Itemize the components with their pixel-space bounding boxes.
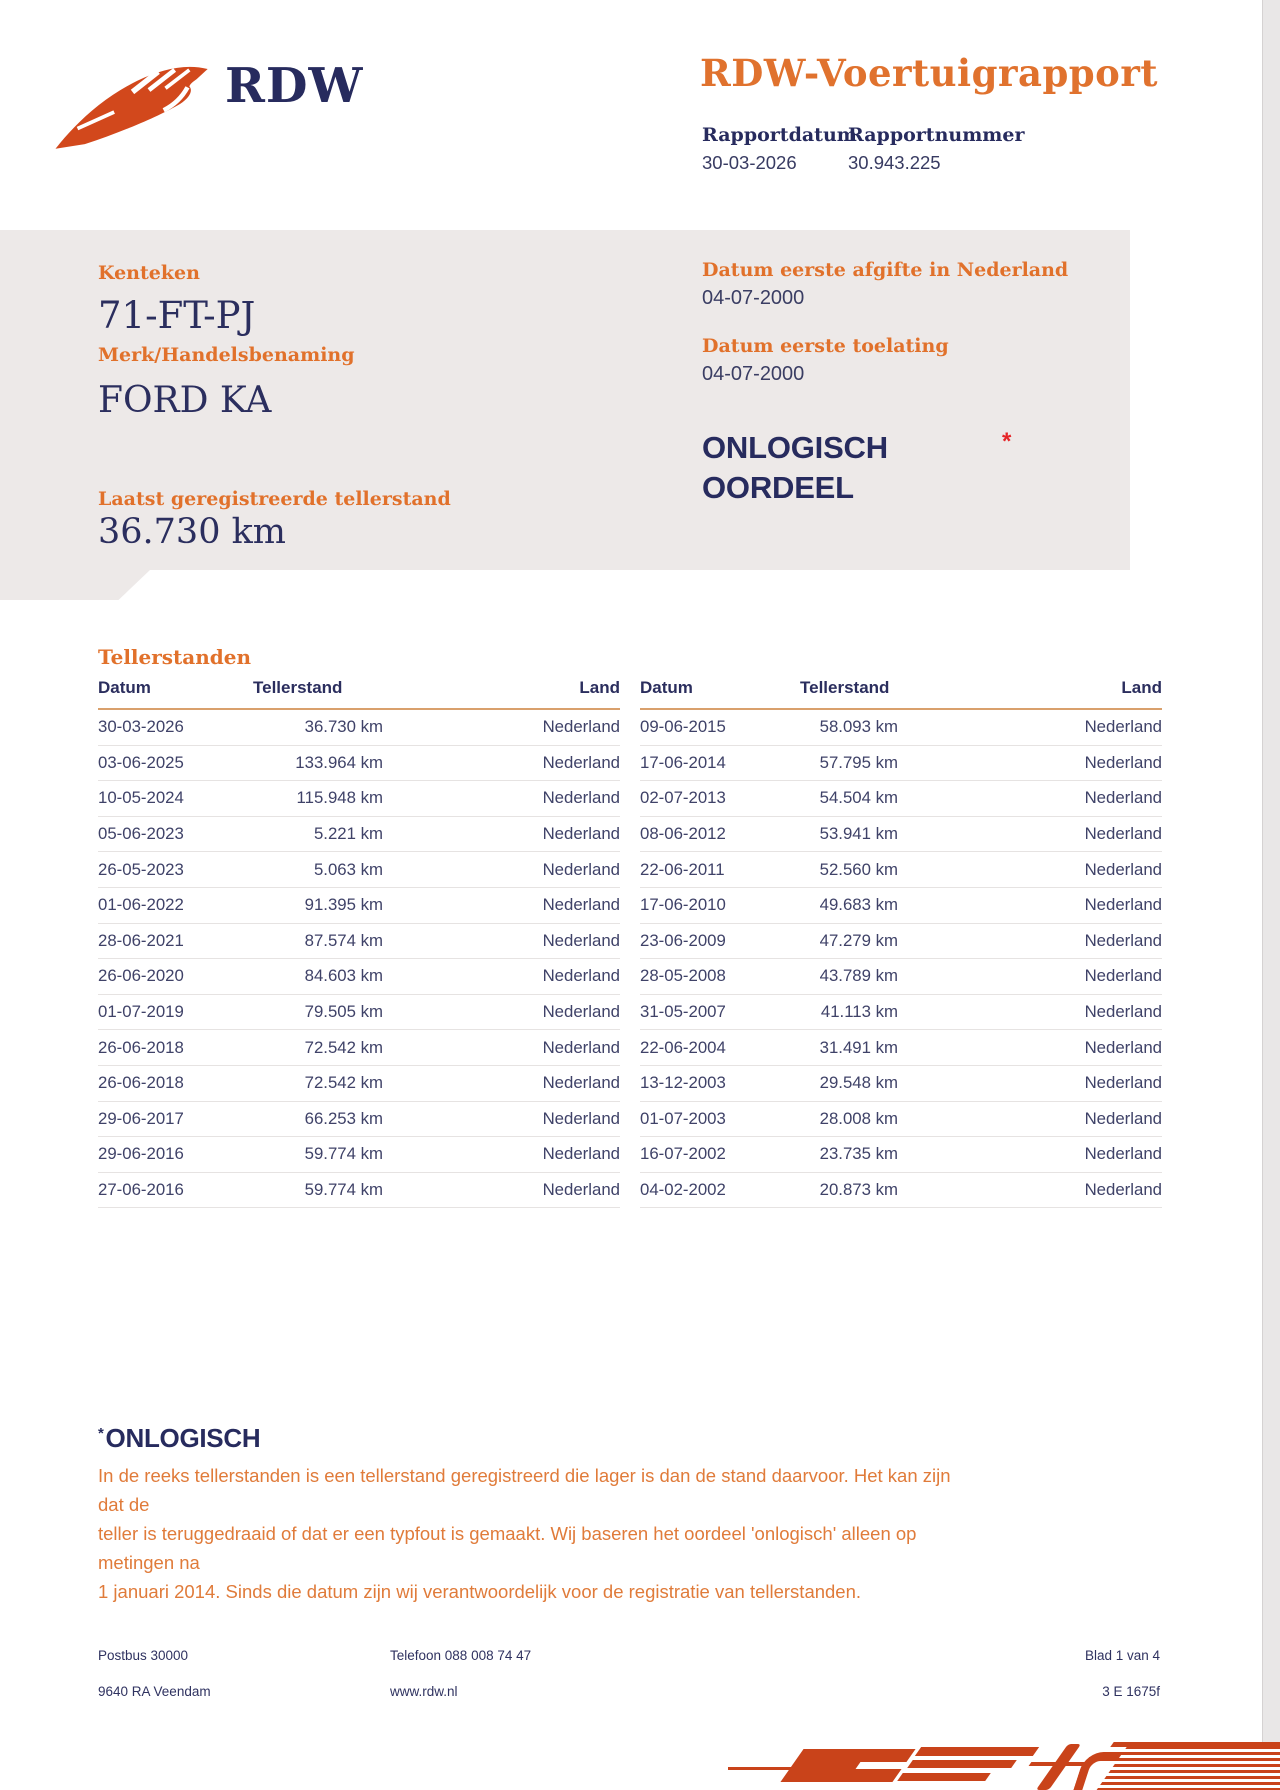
row-land-cell: Nederland <box>542 1037 620 1057</box>
kenteken-label: Kenteken <box>98 262 200 284</box>
tellerstanden-table-right <box>640 678 1162 1208</box>
eerste-afgifte-label: Datum eerste afgifte in Nederland <box>702 259 1069 281</box>
row-land-cell: Nederland <box>1084 752 1162 772</box>
row-datum-cell: 10-05-2024 <box>98 788 184 808</box>
row-tellerstand-cell: 23.735 km <box>819 1144 898 1164</box>
decoration-bar <box>897 1773 991 1781</box>
table-row <box>640 995 1162 1031</box>
row-datum-cell: 29-06-2017 <box>98 1108 184 1128</box>
rdw-logo-wordmark: RDW <box>225 58 364 114</box>
footnote-line: In de reeks tellerstanden is een tellerstand geregistreerd die lager is dan de stand daarvoor. Het kan zijn dat de <box>98 1465 951 1515</box>
table-header-row <box>98 678 620 710</box>
row-datum-cell: 17-06-2014 <box>640 752 726 772</box>
row-land-cell: Nederland <box>1084 824 1162 844</box>
row-land-cell: Nederland <box>1084 930 1162 950</box>
row-datum-cell: 16-07-2002 <box>640 1144 726 1164</box>
row-datum-cell: 28-06-2021 <box>98 930 184 950</box>
row-land-cell: Nederland <box>542 1073 620 1093</box>
table-row <box>640 746 1162 782</box>
merk-label: Merk/Handelsbenaming <box>98 344 355 366</box>
row-tellerstand-cell: 36.730 km <box>304 717 383 737</box>
table-row <box>98 817 620 853</box>
row-tellerstand-cell: 58.093 km <box>819 717 898 737</box>
row-tellerstand-cell: 31.491 km <box>819 1037 898 1057</box>
row-tellerstand-cell: 49.683 km <box>819 895 898 915</box>
row-tellerstand-cell: 29.548 km <box>819 1073 898 1093</box>
row-tellerstand-cell: 59.774 km <box>304 1180 383 1200</box>
table-row <box>98 959 620 995</box>
laatste-tellerstand-label: Laatst geregistreerde tellerstand <box>98 488 451 510</box>
row-land-cell: Nederland <box>542 1108 620 1128</box>
row-datum-cell: 04-02-2002 <box>640 1180 726 1200</box>
page-edge-strip <box>1262 0 1280 1790</box>
row-land-cell: Nederland <box>542 752 620 772</box>
row-tellerstand-cell: 72.542 km <box>304 1073 383 1093</box>
panel-corner-tab <box>0 570 150 600</box>
row-land-cell: Nederland <box>542 859 620 879</box>
row-land-cell: Nederland <box>542 717 620 737</box>
row-datum-cell: 13-12-2003 <box>640 1073 726 1093</box>
footnote-line: 1 januari 2014. Sinds die datum zijn wij verantwoordelijk voor de registratie van tellerstanden. <box>98 1581 862 1602</box>
decoration-striped-block <box>1097 1746 1280 1790</box>
decoration-bar <box>915 1747 1039 1756</box>
row-tellerstand-cell: 84.603 km <box>304 966 383 986</box>
row-land-cell: Nederland <box>1084 1073 1162 1093</box>
row-datum-cell: 09-06-2015 <box>640 717 726 737</box>
row-land-cell: Nederland <box>1084 859 1162 879</box>
row-datum-cell: 01-07-2003 <box>640 1108 726 1128</box>
table-row <box>640 1173 1162 1209</box>
tellerstanden-table-left <box>98 678 620 1208</box>
row-land-cell: Nederland <box>542 788 620 808</box>
table-row <box>640 1066 1162 1102</box>
row-tellerstand-cell: 52.560 km <box>819 859 898 879</box>
footnote-asterisk: * <box>98 1425 104 1442</box>
row-land-cell: Nederland <box>542 930 620 950</box>
row-tellerstand-cell: 66.253 km <box>304 1108 383 1128</box>
rdw-logo-icon <box>50 55 215 160</box>
laatste-tellerstand-value: 36.730 km <box>98 512 286 552</box>
table-row <box>98 1066 620 1102</box>
row-tellerstand-cell: 5.221 km <box>313 824 383 844</box>
table-row <box>98 710 620 746</box>
row-land-cell: Nederland <box>542 895 620 915</box>
tellerstanden-heading: Tellerstanden <box>98 645 252 669</box>
row-tellerstand-cell: 79.505 km <box>304 1002 383 1022</box>
table-header-row <box>640 678 1162 710</box>
row-tellerstand-cell: 43.789 km <box>819 966 898 986</box>
column-header-tellerstand: Tellerstand <box>253 678 343 697</box>
footer-page-number: Blad 1 van 4 <box>1084 1648 1160 1663</box>
onlogisch-footnote <box>98 1418 958 1606</box>
table-row <box>640 781 1162 817</box>
table-row <box>98 995 620 1031</box>
row-land-cell: Nederland <box>542 966 620 986</box>
table-row <box>98 1173 620 1209</box>
oordeel-asterisk-marker: * <box>1002 428 1012 455</box>
row-datum-cell: 26-06-2018 <box>98 1073 184 1093</box>
row-datum-cell: 26-06-2020 <box>98 966 184 986</box>
table-row <box>98 1102 620 1138</box>
row-datum-cell: 30-03-2026 <box>98 717 184 737</box>
row-tellerstand-cell: 57.795 km <box>819 752 898 772</box>
row-land-cell: Nederland <box>1084 717 1162 737</box>
row-land-cell: Nederland <box>1084 1002 1162 1022</box>
row-tellerstand-cell: 5.063 km <box>313 859 383 879</box>
eerste-toelating-value: 04-07-2000 <box>702 363 805 385</box>
table-row <box>98 746 620 782</box>
table-row <box>640 817 1162 853</box>
footer-address-line2: 9640 RA Veendam <box>98 1684 211 1699</box>
row-datum-cell: 01-06-2022 <box>98 895 184 915</box>
row-land-cell: Nederland <box>1084 895 1162 915</box>
row-tellerstand-cell: 28.008 km <box>819 1108 898 1128</box>
footer-address-line1: Postbus 30000 <box>98 1648 189 1663</box>
row-tellerstand-cell: 59.774 km <box>304 1144 383 1164</box>
table-row <box>98 924 620 960</box>
footnote-paragraph <box>98 1461 958 1606</box>
row-land-cell: Nederland <box>1084 966 1162 986</box>
row-land-cell: Nederland <box>1084 788 1162 808</box>
row-tellerstand-cell: 115.948 km <box>296 788 383 808</box>
row-tellerstand-cell: 87.574 km <box>304 930 383 950</box>
row-datum-cell: 03-06-2025 <box>98 752 184 772</box>
report-number-value: 30.943.225 <box>848 152 941 173</box>
row-tellerstand-cell: 20.873 km <box>819 1180 898 1200</box>
row-datum-cell: 17-06-2010 <box>640 895 726 915</box>
table-row <box>640 924 1162 960</box>
row-datum-cell: 02-07-2013 <box>640 788 726 808</box>
row-tellerstand-cell: 133.964 km <box>295 752 383 772</box>
row-tellerstand-cell: 41.113 km <box>820 1002 898 1022</box>
decoration-arrow-notch <box>856 1762 913 1769</box>
table-row <box>640 710 1162 746</box>
footnote-line: teller is teruggedraaid of dat er een typfout is gemaakt. Wij baseren het oordeel 'onlogisch' alleen op metingen na <box>98 1523 917 1573</box>
row-datum-cell: 27-06-2016 <box>98 1180 184 1200</box>
table-row <box>640 1030 1162 1066</box>
decoration-bar <box>907 1760 1017 1768</box>
footer-phone: Telefoon 088 008 74 47 <box>390 1648 532 1663</box>
table-row <box>98 888 620 924</box>
footnote-heading <box>98 1418 958 1454</box>
oordeel-status <box>702 428 888 508</box>
footer-website: www.rdw.nl <box>390 1684 458 1699</box>
footer-form-code: 3 E 1675f <box>1102 1684 1160 1699</box>
table-row <box>640 852 1162 888</box>
row-land-cell: Nederland <box>1084 1108 1162 1128</box>
merk-value: FORD KA <box>98 380 272 421</box>
row-datum-cell: 22-06-2004 <box>640 1037 726 1057</box>
row-land-cell: Nederland <box>542 1180 620 1200</box>
table-row <box>640 1102 1162 1138</box>
column-header-land: Land <box>579 678 620 697</box>
kenteken-value: 71-FT-PJ <box>98 294 256 337</box>
row-datum-cell: 29-06-2016 <box>98 1144 184 1164</box>
report-date-value: 30-03-2026 <box>702 152 797 173</box>
table-row <box>640 959 1162 995</box>
row-datum-cell: 05-06-2023 <box>98 824 184 844</box>
column-header-tellerstand: Tellerstand <box>800 678 890 697</box>
row-datum-cell: 28-05-2008 <box>640 966 726 986</box>
table-row <box>98 1030 620 1066</box>
row-tellerstand-cell: 91.395 km <box>304 895 383 915</box>
row-tellerstand-cell: 47.279 km <box>819 930 898 950</box>
row-land-cell: Nederland <box>542 824 620 844</box>
table-row <box>98 1137 620 1173</box>
column-header-datum: Datum <box>98 678 151 697</box>
document-title: RDW-Voertuigrapport <box>700 51 1158 95</box>
row-datum-cell: 01-07-2019 <box>98 1002 184 1022</box>
table-row <box>640 888 1162 924</box>
row-datum-cell: 26-06-2018 <box>98 1037 184 1057</box>
report-number-label: Rapportnummer <box>848 124 1025 146</box>
row-datum-cell: 26-05-2023 <box>98 859 184 879</box>
oordeel-line1: ONLOGISCH <box>702 430 888 465</box>
row-land-cell: Nederland <box>1084 1144 1162 1164</box>
row-land-cell: Nederland <box>542 1002 620 1022</box>
oordeel-line2: OORDEEL <box>702 470 854 505</box>
row-land-cell: Nederland <box>1084 1180 1162 1200</box>
row-datum-cell: 31-05-2007 <box>640 1002 726 1022</box>
column-header-land: Land <box>1121 678 1162 697</box>
row-land-cell: Nederland <box>1084 1037 1162 1057</box>
eerste-afgifte-value: 04-07-2000 <box>702 287 805 309</box>
row-tellerstand-cell: 72.542 km <box>304 1037 383 1057</box>
eerste-toelating-label: Datum eerste toelating <box>702 335 949 357</box>
table-row <box>98 852 620 888</box>
report-date-label: Rapportdatum <box>702 124 857 146</box>
table-row <box>640 1137 1162 1173</box>
row-tellerstand-cell: 53.941 km <box>819 824 898 844</box>
row-datum-cell: 23-06-2009 <box>640 930 726 950</box>
footnote-heading-text: ONLOGISCH <box>105 1423 261 1453</box>
row-land-cell: Nederland <box>542 1144 620 1164</box>
row-datum-cell: 22-06-2011 <box>640 859 725 879</box>
table-row <box>98 781 620 817</box>
bottom-decoration-graphic <box>700 1742 1280 1790</box>
row-datum-cell: 08-06-2012 <box>640 824 726 844</box>
row-tellerstand-cell: 54.504 km <box>819 788 898 808</box>
column-header-datum: Datum <box>640 678 693 697</box>
